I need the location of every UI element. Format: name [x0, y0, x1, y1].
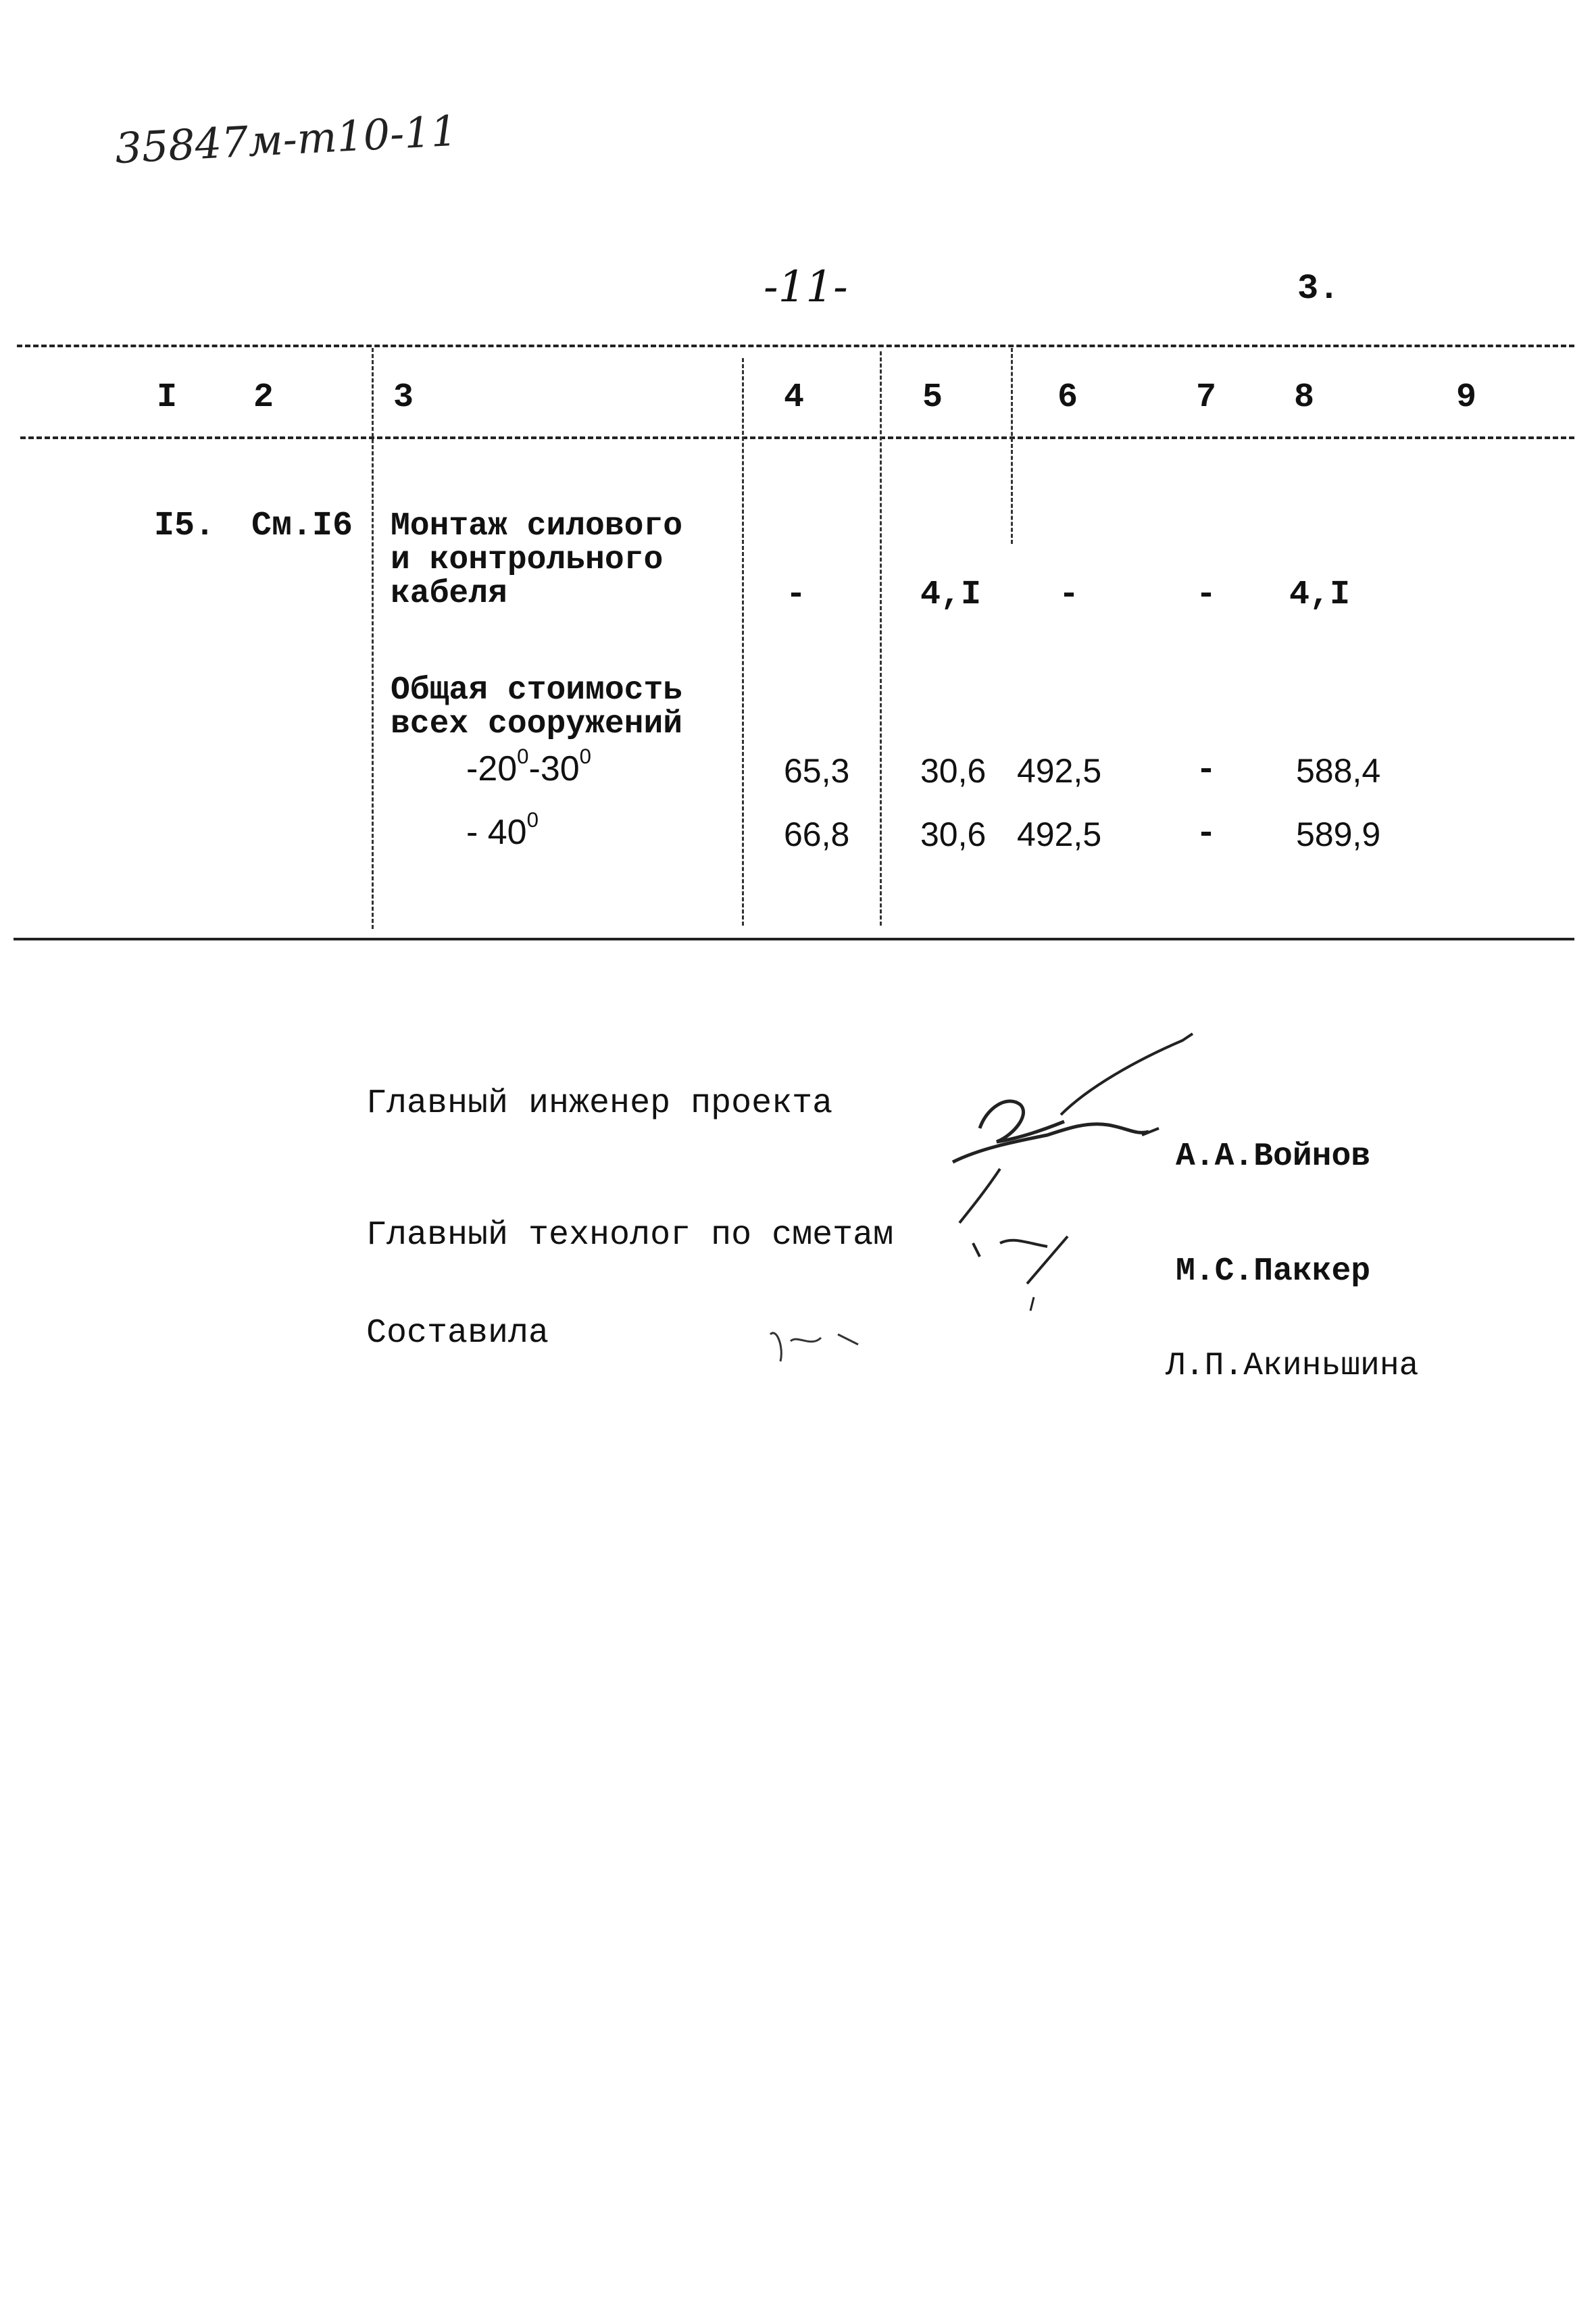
total-row-1-label [466, 745, 592, 789]
name-akinshina: Л.П.Акиньшина [1166, 1348, 1419, 1384]
total-row-2-temp-a: - 40 [466, 813, 527, 852]
col-header-6: 6 [1057, 378, 1078, 417]
col-divider-3-4 [742, 358, 744, 926]
total-row-1-deg-a: 0 [517, 745, 529, 769]
signature-pakker [966, 1216, 1101, 1324]
total-row-2-col8: 589,9 [1296, 815, 1381, 853]
total-row-1-temp-b: -30 [528, 749, 580, 788]
col-divider-2-3 [372, 348, 374, 929]
total-row-2-col7: - [1196, 815, 1217, 853]
row-col8: 4,I [1289, 576, 1351, 614]
table-bottom-rule [14, 938, 1574, 940]
signature-voinov [932, 1027, 1216, 1230]
total-row-2-deg-a: 0 [526, 808, 539, 832]
row-col6: - [1059, 576, 1080, 614]
total-description-line-2: всех сооружений [391, 706, 683, 743]
col-header-7: 7 [1196, 378, 1217, 417]
row-reference: См.I6 [251, 507, 353, 545]
row-col4: - [786, 576, 807, 614]
col-divider-4-5 [880, 351, 882, 926]
table-top-rule [17, 345, 1574, 347]
header-bottom-rule [20, 436, 1574, 439]
name-pakker: М.С.Паккер [1176, 1253, 1371, 1290]
col-header-2: 2 [253, 378, 274, 417]
col-header-8: 8 [1294, 378, 1315, 417]
total-row-2-col5: 30,6 [920, 815, 987, 853]
row-description-line-1: Монтаж силового [391, 508, 683, 545]
total-row-2-col6: 492,5 [1017, 815, 1102, 853]
row-number: I5. [154, 507, 216, 545]
sheet-number: 3. [1297, 269, 1340, 309]
total-row-1-deg-b: 0 [579, 745, 592, 769]
role-chief-engineer: Главный инженер проекта [366, 1084, 833, 1123]
total-row-1-col4: 65,3 [784, 752, 850, 790]
total-description-line-1: Общая стоимость [391, 672, 683, 709]
row-col5: 4,I [920, 576, 982, 614]
row-col7: - [1196, 576, 1217, 614]
total-row-1-col8: 588,4 [1296, 752, 1381, 790]
row-description-line-2: и контрольного [391, 542, 664, 578]
total-row-2-label [466, 808, 539, 853]
role-chief-technologist: Главный технолог по сметам [366, 1216, 894, 1255]
name-voinov: А.А.Войнов [1176, 1138, 1371, 1175]
total-row-2-col4: 66,8 [784, 815, 850, 853]
total-row-1-col7: - [1196, 751, 1217, 790]
total-row-1-temp-a: -20 [466, 749, 518, 788]
col-header-9: 9 [1456, 378, 1477, 417]
col-header-5: 5 [922, 378, 943, 417]
col-header-3: 3 [393, 378, 414, 417]
page-number: -11- [764, 262, 848, 312]
doc-code: 35847м-т10-11 [114, 105, 459, 174]
row-description-line-3: кабеля [391, 576, 507, 612]
total-row-1-col6: 492,5 [1017, 752, 1102, 790]
col-header-4: 4 [784, 378, 805, 417]
signature-akinshina [757, 1307, 878, 1388]
col-divider-5-6 [1011, 348, 1013, 544]
total-row-1-col5: 30,6 [920, 752, 987, 790]
role-compiled-by: Составила [366, 1314, 549, 1353]
col-header-1: I [157, 378, 178, 417]
